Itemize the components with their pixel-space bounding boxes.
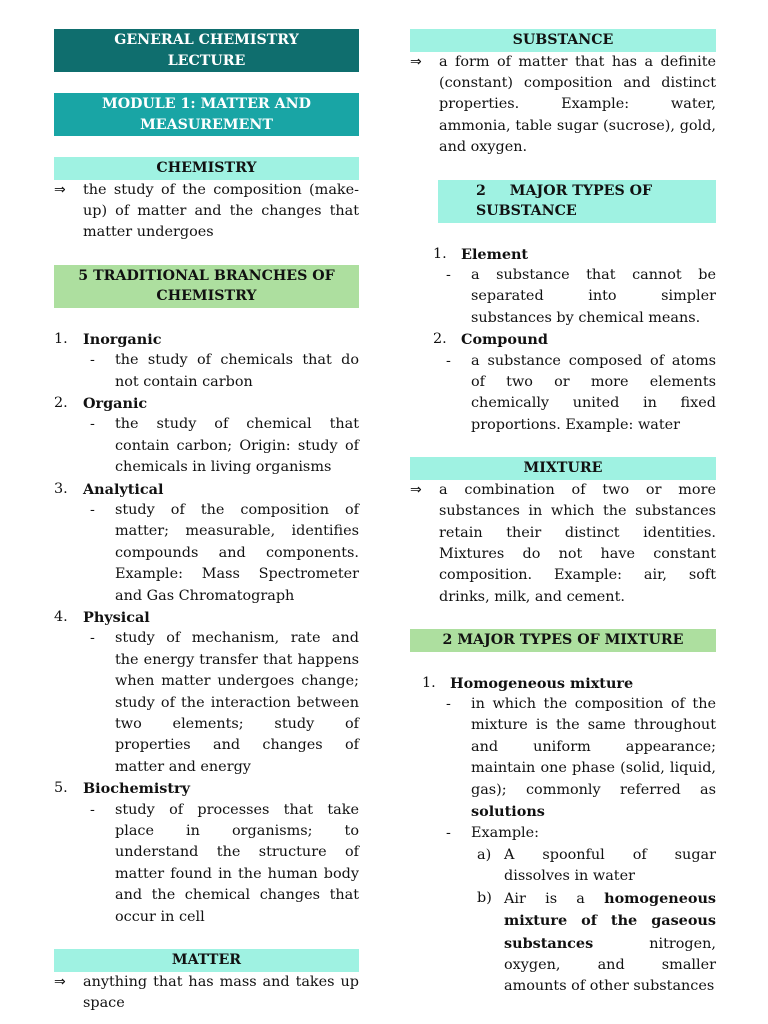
branch-name: Organic bbox=[83, 394, 148, 412]
dash-bullet: - bbox=[90, 630, 95, 647]
module-title-banner bbox=[54, 93, 359, 136]
branch-name: Analytical bbox=[83, 480, 164, 498]
chemistry-definition-text: the study of the composition (make-up) of matter and the changes that matter undergoes bbox=[83, 181, 359, 241]
substance-type-name: Element bbox=[461, 245, 529, 263]
substance-types-list bbox=[410, 244, 716, 437]
branch-description bbox=[54, 350, 359, 393]
chemistry-heading: CHEMISTRY bbox=[54, 157, 359, 180]
mixture-type-description bbox=[410, 694, 716, 823]
substance-type-description-text: a substance composed of atoms of two or more elements chemically united in fixed proportions. Example: water bbox=[471, 352, 716, 433]
example-a-text: A spoonful of sugar dissolves in water bbox=[504, 846, 716, 885]
branch-description bbox=[54, 414, 359, 478]
mixture-type-description-bold: solutions bbox=[471, 803, 545, 821]
list-item bbox=[410, 329, 716, 350]
example-b-pre: Air is a bbox=[504, 890, 585, 907]
mixture-type-description-text: in which the composition of the mixture is the same throughout and uniform appearance; maintain one phase (solid, liquid, gas); commonly referred as bbox=[471, 696, 716, 798]
substance-definition-text: a form of matter that has a definite (constant) composition and distinct properties. Example: water, ammonia, table sugar (sucrose), gold, and oxygen. bbox=[439, 53, 716, 156]
dash-bullet: - bbox=[90, 416, 95, 433]
branch-name: Biochemistry bbox=[83, 780, 190, 798]
substance-types-heading-text: MAJOR TYPES OF SUBSTANCE bbox=[476, 182, 653, 220]
example-item-b bbox=[410, 888, 716, 998]
branches-heading bbox=[54, 265, 359, 308]
branch-description-text: study of the composition of matter; measurable, identifies compounds and components. Example: Mass Spectrometer and Gas Chromatograph bbox=[115, 501, 359, 604]
module-title-line1: MODULE 1: MATTER AND bbox=[102, 96, 311, 112]
module-title-line2: MEASUREMENT bbox=[140, 116, 273, 133]
dash-bullet: - bbox=[446, 825, 451, 842]
dash-bullet: - bbox=[90, 801, 95, 818]
example-marker: a) bbox=[477, 846, 492, 863]
branch-description-text: study of mechanism, rate and the energy transfer that happens when matter undergoes change; study of the interaction between two elements; study of properties and changes of matter and energy bbox=[115, 630, 359, 775]
list-item bbox=[54, 329, 359, 350]
list-number: 2. bbox=[54, 394, 68, 411]
list-number: 1. bbox=[433, 245, 447, 262]
lecture-title-line2: LECTURE bbox=[167, 52, 246, 69]
mixture-definition bbox=[410, 480, 716, 608]
example-marker: b) bbox=[477, 889, 492, 906]
branch-description-text: the study of chemicals that do not contain carbon bbox=[115, 352, 359, 390]
mixture-types-list bbox=[410, 673, 716, 998]
branch-description bbox=[54, 628, 359, 778]
list-item bbox=[410, 673, 716, 694]
list-item bbox=[410, 244, 716, 265]
matter-heading: MATTER bbox=[54, 949, 359, 972]
dash-bullet: - bbox=[90, 501, 95, 518]
example-b-post: nitrogen, oxygen, and smaller amounts of other substances bbox=[504, 935, 716, 995]
example-label-row bbox=[410, 823, 716, 844]
branch-description bbox=[54, 800, 359, 928]
chemistry-definition bbox=[54, 180, 359, 244]
branch-name: Physical bbox=[83, 609, 150, 626]
substance-type-name: Compound bbox=[461, 331, 548, 349]
substance-type-description bbox=[410, 351, 716, 437]
lecture-title-banner bbox=[54, 29, 359, 72]
list-number: 5. bbox=[54, 780, 68, 797]
list-number: 4. bbox=[54, 609, 68, 625]
branches-list bbox=[54, 329, 359, 928]
branch-description bbox=[54, 500, 359, 607]
substance-type-description bbox=[410, 265, 716, 329]
arrow-icon: ⇒ bbox=[54, 181, 66, 198]
list-item bbox=[54, 778, 359, 799]
list-number: 1. bbox=[422, 674, 436, 691]
list-number: 3. bbox=[54, 480, 68, 497]
right-column bbox=[410, 29, 716, 998]
left-column bbox=[54, 29, 359, 1014]
substance-types-heading-num: 2 bbox=[476, 182, 486, 199]
substance-types-heading bbox=[438, 180, 716, 223]
arrow-icon: ⇒ bbox=[410, 53, 422, 70]
dash-bullet: - bbox=[446, 696, 451, 713]
matter-definition-text: anything that has mass and takes up space bbox=[83, 973, 359, 1011]
branches-heading-line2: CHEMISTRY bbox=[156, 288, 257, 305]
mixture-type-name: Homogeneous mixture bbox=[450, 674, 634, 692]
example-label: Example: bbox=[471, 825, 540, 842]
list-number: 1. bbox=[54, 330, 68, 347]
dash-bullet: - bbox=[446, 266, 451, 283]
example-b-bold: homogeneous mixture of the gaseous substances bbox=[504, 889, 717, 952]
dash-bullet: - bbox=[446, 352, 451, 369]
list-item bbox=[54, 393, 359, 414]
dash-bullet: - bbox=[90, 352, 95, 369]
arrow-icon: ⇒ bbox=[54, 973, 66, 990]
matter-definition bbox=[54, 972, 359, 1015]
substance-definition bbox=[410, 52, 716, 159]
list-number: 2. bbox=[433, 331, 447, 348]
list-item bbox=[54, 607, 359, 628]
branch-name: Inorganic bbox=[83, 330, 162, 348]
mixture-heading: MIXTURE bbox=[410, 457, 716, 480]
substance-heading: SUBSTANCE bbox=[410, 29, 716, 52]
mixture-definition-text: a combination of two or more substances in which the substances retain their distinct identities. Mixtures do not have constant composition. Example: air, soft drinks, milk, and cement. bbox=[439, 481, 716, 605]
branches-heading-line1: 5 TRADITIONAL BRANCHES OF bbox=[78, 267, 335, 284]
example-item-a bbox=[410, 845, 716, 888]
arrow-icon: ⇒ bbox=[410, 481, 422, 498]
list-item bbox=[54, 479, 359, 500]
mixture-types-heading: 2 MAJOR TYPES OF MIXTURE bbox=[410, 629, 716, 652]
substance-type-description-text: a substance that cannot be separated into simpler substances by chemical means. bbox=[471, 266, 716, 326]
branch-description-text: the study of chemical that contain carbon; Origin: study of chemicals in living organisms bbox=[115, 416, 359, 476]
branch-description-text: study of processes that take place in organisms; to understand the structure of matter found in the human body and the chemical changes that occur in cell bbox=[115, 801, 359, 925]
lecture-title-line1: GENERAL CHEMISTRY bbox=[114, 32, 299, 48]
